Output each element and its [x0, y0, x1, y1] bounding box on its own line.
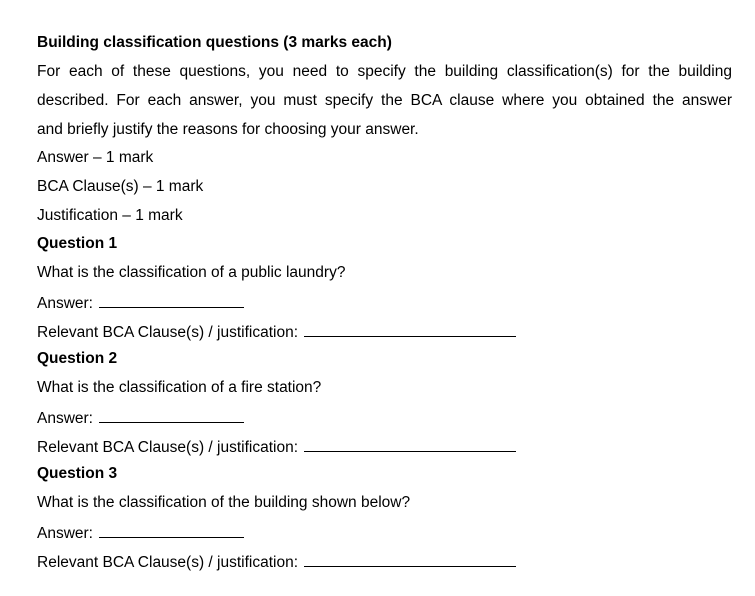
marks-justification: Justification – 1 mark	[37, 207, 183, 224]
question-1-answer-blank[interactable]	[99, 293, 244, 308]
question-2-heading: Question 2	[37, 350, 118, 367]
question-2-clause-blank[interactable]	[304, 437, 516, 452]
question-2-text: What is the classification of a fire station?	[37, 379, 322, 396]
question-1-heading: Question 1	[37, 235, 118, 252]
question-2-answer-row	[37, 408, 244, 428]
answer-label: Answer:	[37, 410, 93, 427]
question-3-clause-row	[37, 552, 516, 572]
intro-line-1: For each of these questions, you need to specify the building classification(s) for the building	[37, 63, 732, 80]
question-3-answer-blank[interactable]	[99, 523, 244, 538]
question-1-text: What is the classification of a public laundry?	[37, 264, 346, 281]
intro-line-2: described. For each answer, you must specify the BCA clause where you obtained the answer	[37, 92, 732, 109]
question-1-clause-row	[37, 322, 516, 342]
question-1-clause-blank[interactable]	[304, 322, 516, 337]
clause-label: Relevant BCA Clause(s) / justification:	[37, 554, 299, 571]
question-3-text: What is the classification of the building shown below?	[37, 494, 411, 511]
clause-label: Relevant BCA Clause(s) / justification:	[37, 439, 299, 456]
question-1-answer-row	[37, 293, 244, 313]
answer-label: Answer:	[37, 525, 93, 542]
question-2-clause-row	[37, 437, 516, 457]
answer-label: Answer:	[37, 295, 93, 312]
marks-clause: BCA Clause(s) – 1 mark	[37, 178, 204, 195]
question-3-heading: Question 3	[37, 465, 118, 482]
question-3-answer-row	[37, 523, 244, 543]
question-3-clause-blank[interactable]	[304, 552, 516, 567]
section-title: Building classification questions (3 marks each)	[37, 34, 392, 51]
marks-answer: Answer – 1 mark	[37, 149, 154, 166]
clause-label: Relevant BCA Clause(s) / justification:	[37, 324, 299, 341]
question-2-answer-blank[interactable]	[99, 408, 244, 423]
intro-line-3: and briefly justify the reasons for choosing your answer.	[37, 121, 419, 138]
